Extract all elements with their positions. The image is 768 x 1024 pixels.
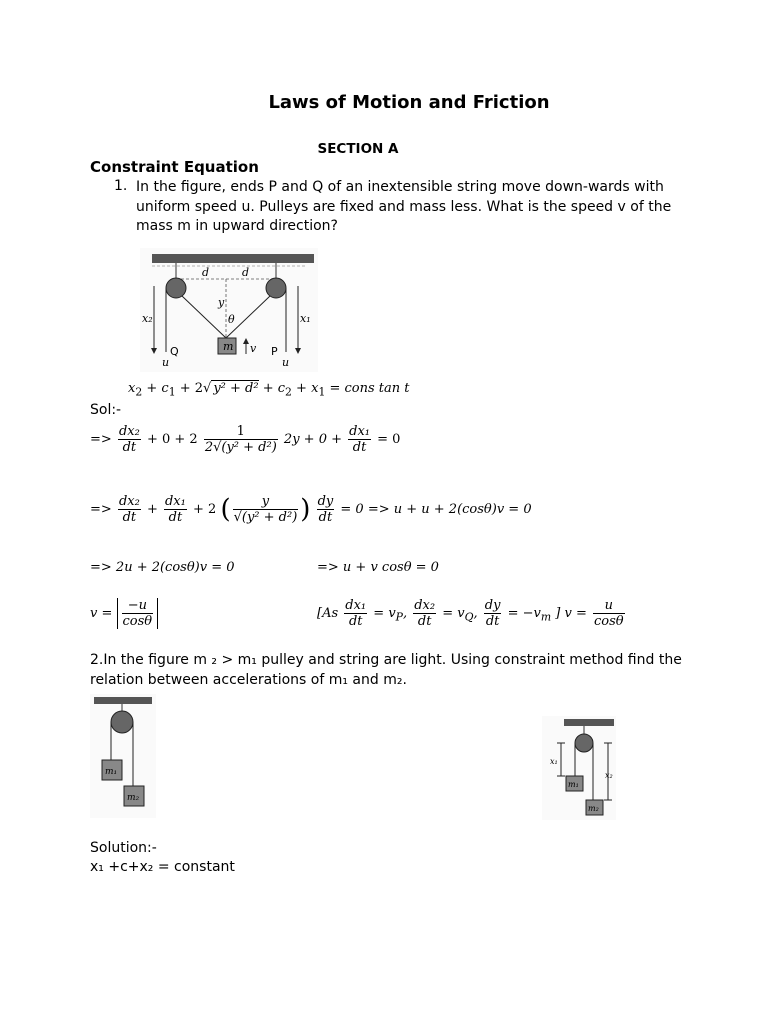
label-Q: Q	[170, 345, 179, 358]
ceiling-support	[94, 697, 152, 704]
simplified-equation-right: => u + v cosθ = 0	[317, 560, 439, 575]
label-d-right: d	[242, 266, 250, 279]
label-u-right: u	[282, 356, 290, 369]
label-m2: m₂	[588, 804, 599, 813]
page-title: Laws of Motion and Friction	[268, 92, 550, 113]
constraint-equation: $x_2 + c_1 + 2√$ $y^2 + d^2 + c_2 + x_1$ = cons tan t	[128, 381, 410, 399]
solution-label: Sol:-	[90, 402, 122, 418]
label-m2: m₂	[127, 793, 140, 803]
section-heading: Constraint Equation	[90, 158, 259, 176]
figure-atwood-right	[542, 716, 616, 820]
section-label: SECTION A	[317, 141, 399, 157]
label-theta: θ	[228, 313, 235, 326]
label-v: v	[250, 342, 257, 355]
simplified-equation-left: => 2u + 2(cosθ)v = 0	[90, 560, 235, 575]
label-m1: m₁	[105, 767, 118, 777]
figure-atwood-left	[90, 694, 156, 818]
ceiling-support	[152, 254, 314, 263]
label-P: P	[271, 345, 278, 358]
label-m: m	[223, 340, 234, 353]
label-x1: x₁	[300, 312, 311, 325]
label-y: y	[218, 296, 225, 309]
label-x2: x₂	[142, 312, 153, 325]
solution-2-label: Solution:-	[90, 840, 157, 856]
right-pulley	[266, 278, 286, 298]
label-d-left: d	[202, 266, 210, 279]
solution-2-equation: x₁ +c+x₂ = constant	[90, 859, 235, 875]
label-u-left: u	[162, 356, 170, 369]
result-velocity: v = $\frac{-u}{\cos\theta}$	[90, 598, 158, 629]
pulley	[575, 734, 593, 752]
figure-pulleys-mass	[140, 248, 318, 372]
question-number: 1.	[114, 178, 128, 194]
left-pulley	[166, 278, 186, 298]
pulley	[111, 711, 133, 733]
derivative-equation-1: => $\frac{\text{dx₂}}{dt}$ + 0 + 2 $\frac{1}{\text{2√(y² + d²)}}$ 2y + 0 + $\frac{\text{dx₁}}{dt}$ = 0	[90, 424, 401, 455]
derivative-equation-2: => $\frac{\text{dx₂}}{dt}$ + $\frac{\text{dx₁}}{dt}$ + 2 ( $\frac{y}{\text{√(y² + d²)}}$ ) $\frac{dy}{dt}$ = 0 => u + u + 2(cosθ)v = 0	[90, 494, 532, 525]
relation-note: [As $\frac{\text{dx₁}}{dt}$ = $v_P$, $\frac{\text{dx₂}}{dt}$ = $v_Q$, $\frac{dy}{dt}$ = $-v_m$ ] v = $\frac{u}{\cos\theta}$	[317, 598, 624, 629]
label-x2: x₂	[605, 771, 613, 780]
ceiling-support	[564, 719, 614, 726]
question-2-text: 2.In the figure m ₂ > m₁ pulley and string are light. Using constraint method find the relation between accelerations of m₁ and m₂.	[90, 652, 682, 688]
label-x1: x₁	[550, 757, 558, 766]
question-1-text: In the figure, ends P and Q of an inextensible string move down-wards with uniform speed u. Pulleys are fixed and mass less. What is the speed v of the mass m in upward direction?	[136, 179, 672, 234]
label-m1: m₁	[568, 780, 579, 789]
